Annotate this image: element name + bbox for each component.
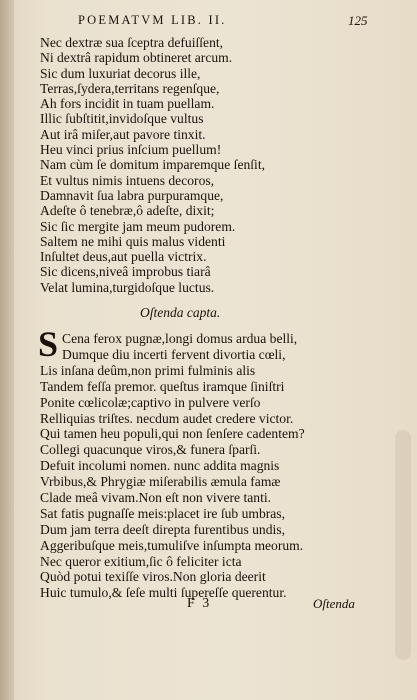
verse-line: Saltem ne mihi quis malus videnti	[40, 233, 226, 249]
verse-line: Nec queror exitium,ſic ô feliciter icta	[40, 553, 242, 569]
verse-line: Aut irâ miſer,aut pavore tinxit.	[40, 126, 206, 142]
verse-line: Tandem feſſa premor. queſtus iramque ſiniſtri	[40, 378, 285, 394]
verse-line: Illic ſubſtitit,invidoſque vultus	[40, 111, 204, 127]
page-number: 125	[348, 13, 368, 28]
signature-mark: F 3	[187, 596, 212, 611]
verse-line: Clade meâ vivam.Non eſt non vivere tanti.	[40, 489, 272, 505]
verse-line: Ah fors incidit in tuam puellam.	[40, 96, 215, 112]
verse-line: Et vultus nimis intuens decoros,	[40, 172, 215, 188]
verse-line: Nec dextræ sua ſceptra defuiſſent,	[40, 35, 224, 50]
verse-line: Terras,ſydera,territans regenſque,	[40, 80, 220, 96]
verse-line: Ponite cœlicolæ;captivo in pulvere verſo	[40, 394, 261, 410]
verse-line: Collegi quacunque viros,& funera ſparſi.	[40, 442, 261, 458]
verse-line-first-text: Cena ferox pugnæ,longi domus ardua belli,	[62, 331, 298, 347]
verse-line: Adeſte ô tenebræ,ô adeſte, dixit;	[40, 203, 215, 219]
verse-line: Huic tumulo,& ſeſe multi ſupereſſe querentur.	[40, 585, 287, 601]
catchword: Oſtenda	[313, 596, 355, 611]
verse-line: Sic ſic mergite jam meum pudorem.	[40, 218, 236, 234]
poem-section-2	[38, 324, 385, 601]
verse-line: Nam cùm ſe domitum imparemque ſenſit,	[40, 157, 266, 173]
verse-line: Lis inſana deûm,non primi fulminis alis	[40, 362, 256, 378]
drop-cap: S	[38, 324, 59, 365]
verse-line: Sat fatis pugnaſſe meis:placet ire ſub umbras,	[40, 505, 285, 521]
verse-line: Ni dextrâ rapidum obtineret arcum.	[40, 50, 233, 66]
verse-line: Velat lumina,turgidoſque luctus.	[40, 279, 215, 295]
page-gutter	[0, 0, 14, 700]
verse-line-second: Dumque diu incerti fervent divortia cœli,	[62, 346, 286, 362]
poem-section-1	[40, 35, 385, 295]
paper-stain	[395, 430, 411, 660]
section-heading: Oſtenda capta.	[140, 305, 221, 321]
poem-text	[40, 35, 385, 601]
verse-line: Relliquias triſtes. necdum audet credere victor.	[40, 410, 294, 426]
verse-line: Quòd potui texiſſe viros.Non gloria deerit	[40, 569, 266, 585]
verse-line: Inſultet deus,aut puella victrix.	[40, 249, 207, 265]
verse-line: Sic dum luxuriat decorus ille,	[40, 65, 201, 81]
verse-line: Aggeribuſque meis,tumuliſve inſumpta meorum.	[40, 537, 304, 553]
verse-line: Heu vinci prius inſcium puellum!	[40, 142, 222, 158]
verse-line: Qui tamen heu populi,qui non ſenſere cadentem?	[40, 426, 305, 442]
running-head-title: POEMATVM LIB. II.	[78, 13, 227, 27]
verse-line: Damnavit ſua labra purpuramque,	[40, 187, 224, 203]
verse-line: Dum jam terra deeſt direpta furentibus undis,	[40, 521, 285, 537]
verse-line: Vrbibus,& Phrygiæ miſerabilis æmula famæ	[40, 474, 281, 490]
verse-line: Defuit incolumi nomen. nunc addita magnis	[40, 458, 280, 474]
verse-line: Sic dicens,niveâ improbus tiarâ	[40, 264, 211, 280]
running-head	[0, 6, 417, 34]
